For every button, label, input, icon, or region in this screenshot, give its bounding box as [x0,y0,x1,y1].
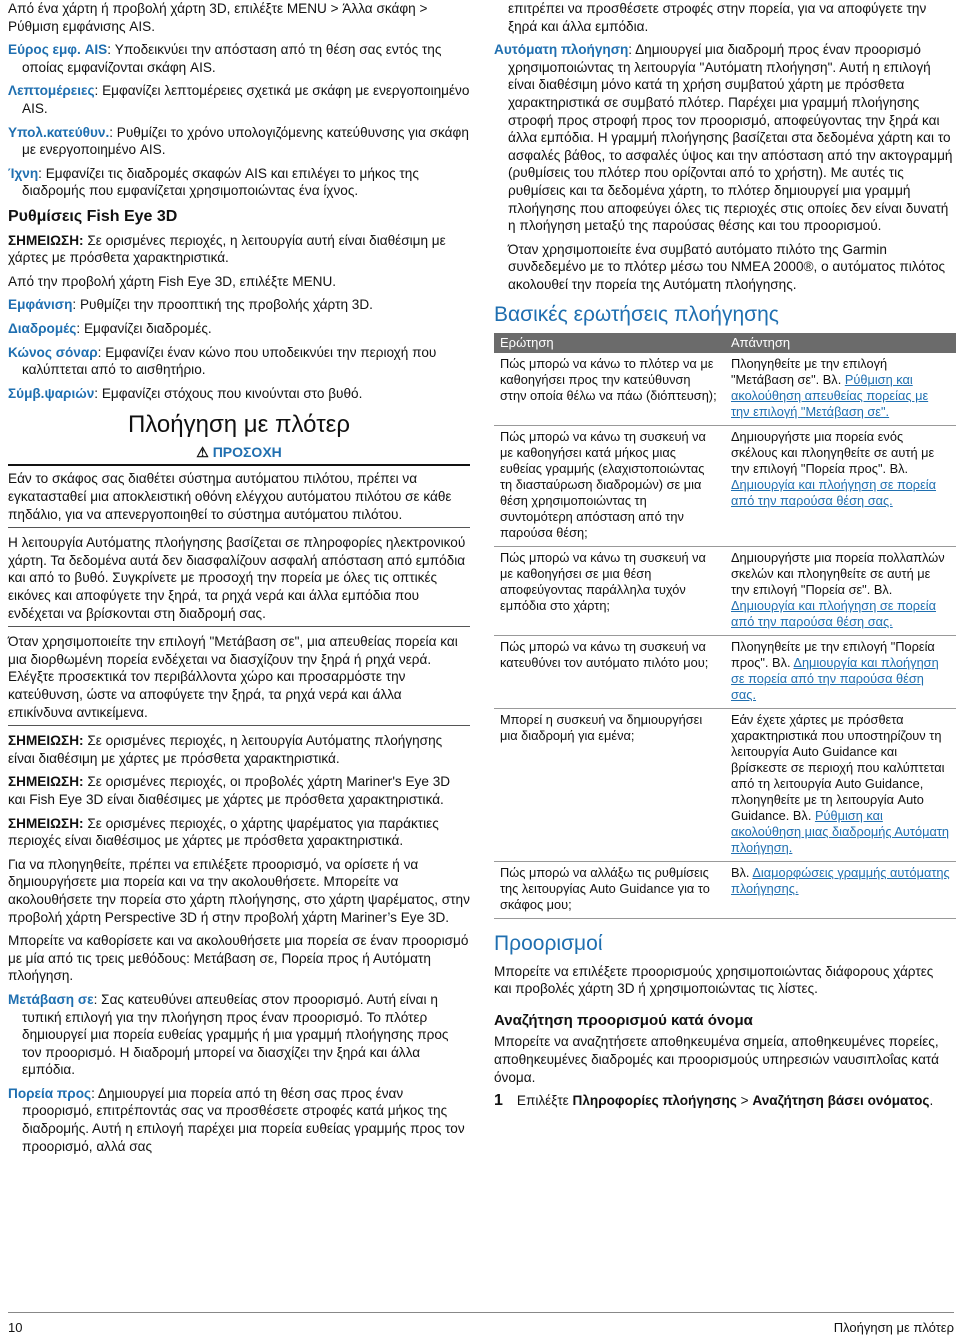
faq-row [494,353,956,426]
ais-text: : Υποδεικνύει την απόσταση από τη θέση σας εντός της οποίας εμφανίζονται σκάφη AIS. [22,42,442,75]
faq-answer-text: Εάν έχετε χάρτες με πρόσθετα χαρακτηριστικά που υποστηρίζουν τη λειτουργία Auto Guidance και βρίσκεστε σε περιοχή που καλύπτεται από τη λειτουργία Auto Guidance, πλοηγηθείτε με τη λειτουργία Auto Guidance. Βλ. [731,712,945,824]
fish-def [8,296,470,314]
faq-answer [725,353,956,426]
auto-guidance-def: Αυτόματη πλοήγηση: Δημιουργεί μια διαδρομή προς έναν προορισμό χρησιμοποιώντας τη λειτουργία "Αυτόματη πλοήγηση". Αυτή η επιλογή είναι διαθέσιμη μόνο κατά τη χρήση συμβατού χάρτη με πρόσθετα χαρακτηριστικά σε συμβατό πλότερ. Παρέχει μια γραμμή πλοήγησης στροφή προς στροφή προς τον προορισμό, αποφεύγοντας την ξηρά και άλλα εμπόδια. Η γραμμή πλοήγησης βασίζεται στα δεδομένα χάρτη και το ασφαλές βάθος, το ασφαλές ύψος και την απόσταση από την ακτογραμμή (ρυθμίσεις του πλότερ που ορίζονται από το χρήστη). Με αυτές τις ρυθμίσεις και τα δεδομένα χάρτη, το πλότερ δημιουργεί μια γραμμή πλοήγησης που αποφεύγει όλες τις περιοχές στις οποίες δεν είναι δυνατή η πλοήγηση μεταξύ της παρούσας θέσης και του προορισμού. [494,42,953,234]
right-column [494,0,954,1110]
faq-row [494,636,956,709]
faq-question: Πώς μπορώ να κάνω το πλότερ να με καθοηγήσει προς την κατεύθυνση στην οποία θέλω να πάω (διόπτευση); [494,353,725,426]
warning-icon: ⚠ [196,443,209,460]
nav-warning-para: Η λειτουργία Αυτόματης πλοήγησης βασίζεται σε πληροφορίες ηλεκτρονικού χάρτη. Τα δεδομένα αυτά δεν διασφαλίζουν ασφαλή απόσταση από εμπόδια και από το βυθό. Συγκρίνετε με προσοχή την πορεία με όλες τις οπτικές εικόνες και αποφύγετε την ξηρά, τα ρηχά νερά και άλλα εμπόδια που ενδέχεται να βρίσκονται στη διαδρομή σας. [8,534,470,627]
ais-intro: Από ένα χάρτη ή προβολή χάρτη 3D, επιλέξτε MENU > Άλλα σκάφη > Ρύθμιση εμφάνισης AIS. [8,1,428,34]
caution-header: ⚠ ΠΡΟΣΟΧΗ [8,444,470,467]
fish-term: Κώνος σόναρ [8,344,98,360]
faq-answer-link[interactable]: Ρύθμιση και ακολούθηση απευθείας πορείας με την επιλογή "Μετάβαση σε". [731,372,929,420]
goto-def: Μετάβαση σε: Σας κατευθύνει απευθείας στον προορισμό. Αυτή είναι η τυπική επιλογή για την πλοήγηση προς έναν προορισμό. Το πλότερ δημιουργεί μια πορεία ευθείας γραμμής ή μια γραμμή πλοήγησης προς τον προορισμό. Η διαδρομή μπορεί να διασχίζει την ξηρά και άλλα εμπόδια. [8,991,449,1078]
ais-text: : Ρυθμίζει το χρόνο υπολογιζόμενης κατεύθυνσης για σκάφη με ενεργοποιημένο AIS. [22,124,469,158]
ais-def [8,41,470,76]
fish-eye-note: ΣΗΜΕΙΩΣΗ: Σε ορισμένες περιοχές, η λειτουργία αυτή είναι διαθέσιμη με χάρτες με πρόσθετα χαρακτηριστικά. [8,232,446,266]
fish-term: Εμφάνιση [8,297,73,313]
ais-term: Ίχνη [8,165,39,181]
faq-answer-link[interactable]: Ρύθμιση και ακολούθηση μιας διαδρομής Αυτόματη πλοήγηση. [731,808,950,856]
faq-row [494,547,956,636]
faq-answer-text: Δημιουργήστε μια πορεία ενός σκέλους και πλοηγηθείτε σε αυτή με την επιλογή "Πορεία προς". Βλ. [731,429,935,477]
faq-header-question: Ερώτηση [494,333,725,353]
faq-answer [725,862,956,919]
faq-answer-link[interactable]: Δημιουργία και πλοήγηση σε πορεία από την παρούσα θέση σας. [731,655,939,703]
ais-term: Εύρος εμφ. AIS [8,42,108,58]
note-2: ΣΗΜΕΙΩΣΗ: Σε ορισμένες περιοχές, οι προβολές χάρτη Mariner's Eye 3D και Fish Eye 3D είναι διαθέσιμες με χάρτες με πρόσθετα χαρακτηριστικά. [8,774,451,807]
faq-answer [725,547,956,636]
faq-answer-link[interactable]: Δημιουργία και πλοήγηση σε πορεία από την παρούσα θέση σας. [731,477,937,509]
faq-row [494,862,956,919]
faq-question: Μπορεί η συσκευή να δημιουργήσει μια διαδρομή για εμένα; [494,709,725,862]
faq-heading: Βασικές ερωτήσεις πλοήγησης [494,302,779,326]
fish-term: Σύμβ.ψαριών [8,385,95,401]
route-def: Πορεία προς: Δημιουργεί μια πορεία από τη θέση σας προς έναν προορισμό, επιτρέποντάς σας να προσθέσετε στροφές κατά μήκος της διαδρομής. Αυτή η επιλογή παρέχει μια πορεία ευθείας γραμμής προς τον προορισμό, αλλά σας [8,1085,465,1154]
faq-row [494,709,956,862]
chapter-title: Πλοήγηση με πλότερ [127,411,351,439]
page-footer [8,1312,954,1337]
ais-def [8,165,470,200]
destinations-para: Μπορείτε να επιλέξετε προορισμούς χρησιμοποιώντας διάφορους χάρτες και προβολές χάρτη 3D ή χρησιμοποιώντας τις λίστες. [494,963,934,997]
step-number: 1 [494,1092,503,1110]
methods-para: Μπορείτε να καθορίσετε και να ακολουθήσετε μια πορεία σε έναν προορισμό με μία από τις τρεις μεθόδους: Μετάβαση σε, Πορεία προς ή Αυτόματη πλοήγηση. [8,933,469,984]
faq-question: Πώς μπορώ να κάνω τη συσκευή να με καθοηγήσει κατά μήκος μιας ευθείας γραμμής (ελαχιστοποιώντας τη διασταύρωση διαδρομών) σε μια θέση χρησιμοποιώντας τη συντομότερη απόσταση από την παρούσα θέση; [494,426,725,547]
faq-answer-link[interactable]: Διαμορφώσεις γραμμής αυτόματης πλοήγησης. [731,865,950,897]
note-3: ΣΗΜΕΙΩΣΗ: Σε ορισμένες περιοχές, ο χάρτης ψαρέματος για παράκτιες περιοχές είναι διαθέσιμος με χάρτες με πρόσθετα χαρακτηριστικά. [8,815,439,849]
faq-answer-text: Πλοηγηθείτε με την επιλογή "Μετάβαση σε". Βλ. [731,356,888,388]
fish-text: : Εμφανίζει στόχους που κινούνται στο βυθό. [94,385,363,401]
ais-text: : Εμφανίζει λεπτομέρειες σχετικά με σκάφη με ενεργοποιημένο AIS. [22,83,470,116]
ais-term: Λεπτομέρειες [8,83,95,99]
fish-text: : Εμφανίζει έναν κώνο που υποδεικνύει την περιοχή που καλύπτεται από το αισθητήριο. [22,344,437,378]
caution-body: Εάν το σκάφος σας διαθέτει σύστημα αυτόματου πιλότου, πρέπει να εγκατασταθεί μια αποκλειστική οθόνη ελέγχου αυτόματου πιλότου σε κάθε πηδάλιο, για να απενεργοποιηθεί το σύστημα αυτόματου πιλότου. [8,470,470,528]
faq-answer [725,709,956,862]
goto-warning-para: Όταν χρησιμοποιείτε την επιλογή "Μετάβαση σε", μια απευθείας πορεία και μια διορθωμένη πορεία ενδέχεται να διασχίζουν την ξηρά ή ρηχά νερά. Ελέγξτε προσεκτικά τον περιβάλλοντα χώρο και προσαρμόστε την κατεύθυνση, ώστε να αποφύγετε την ξηρά, τα ρηχά νερά και άλλα επικίνδυνα αντικείμενα. [8,633,470,726]
garmin-autopilot-para: Όταν χρησιμοποιείτε ένα συμβατό αυτόματο πιλότο της Garmin συνδεδεμένο με το πλότερ μέσω του NMEA 2000®, ο αυτόματος πιλότος ακολουθεί την πορεία της Αυτόματη πλοήγησης. [508,241,946,292]
faq-answer [725,636,956,709]
nav-para: Για να πλοηγηθείτε, πρέπει να επιλέξετε προορισμό, να ορίσετε ή να δημιουργήσετε μια πορεία και να την ακολουθήσετε. Μπορείτε να ακολουθήσετε την πορεία στο χάρτη πλοήγησης, στο χάρτη ψαρέματος, στην προβολή χάρτη Perspective 3D ή στην προβολή χάρτη Mariner’s Eye 3D. [8,856,470,925]
fish-eye-heading: Ρυθμίσεις Fish Eye 3D [8,207,178,225]
faq-table [494,333,956,919]
faq-question: Πώς μπορώ να αλλάξω τις ρυθμίσεις της λειτουργίας Auto Guidance για το σκάφος μου; [494,862,725,919]
note-1: ΣΗΜΕΙΩΣΗ: Σε ορισμένες περιοχές, η λειτουργία Αυτόματης πλοήγησης είναι διαθέσιμη με χάρτες με πρόσθετα χαρακτηριστικά. [8,733,443,766]
ais-def [8,124,470,159]
faq-answer-link[interactable]: Δημιουργία και πλοήγηση σε πορεία από την παρούσα θέση σας. [731,598,937,630]
faq-answer-text: Δημιουργήστε μια πορεία πολλαπλών σκελών και πλοηγηθείτε σε αυτή με την επιλογή "Πορεία σε". Βλ. [731,550,945,598]
faq-question: Πώς μπορώ να κάνω τη συσκευή να με καθοηγήσει σε μια θέση αποφεύγοντας παράλληλα τυχόν εμπόδια στο χάρτη; [494,547,725,636]
ais-def [8,82,470,117]
faq-answer [725,426,956,547]
faq-answer-text: Πλοηγηθείτε με την επιλογή "Πορεία προς". Βλ. [731,639,935,671]
ais-text: : Εμφανίζει τις διαδρομές σκαφών AIS και επιλέγει το μήκος της διαδρομής που εμφανίζεται χρησιμοποιώντας ένα ίχνος. [22,165,419,199]
fish-eye-intro: Από την προβολή χάρτη Fish Eye 3D, επιλέξτε MENU. [8,273,337,289]
page-number: 10 [8,1320,23,1335]
fish-term: Διαδρομές [8,320,77,336]
ais-term: Υπολ.κατεύθυν. [8,124,110,140]
step-text: Επιλέξτε Πληροφορίες πλοήγησης > Αναζήτηση βάσει ονόματος. [516,1093,934,1109]
fish-text: : Ρυθμίζει την προοπτική της προβολής χάρτη 3D. [72,297,373,313]
fish-def [8,344,470,379]
faq-question: Πώς μπορώ να κάνω τη συσκευή να κατευθύνει τον αυτόματο πιλότο μου; [494,636,725,709]
faq-answer-text: Βλ. [731,865,753,881]
step-1 [494,1092,954,1110]
route-continuation: επιτρέπει να προσθέσετε στροφές στην πορεία, για να αποφύγετε την ξηρά και άλλα εμπόδια. [508,1,927,34]
fish-def [8,385,470,403]
footer-chapter: Πλοήγηση με πλότερ [833,1320,954,1335]
faq-row [494,426,956,547]
destinations-heading: Προορισμοί [494,932,603,956]
search-heading: Αναζήτηση προορισμού κατά όνομα [494,1011,753,1029]
left-column [8,0,470,1161]
fish-text: : Εμφανίζει διαδρομές. [76,320,212,336]
faq-header-answer: Απάντηση [725,333,956,353]
search-para: Μπορείτε να αναζητήσετε αποθηκευμένα σημεία, αποθηκευμένες πορείες, αποθηκευμένες διαδρομές και προορισμούς υπηρεσιών ναυσιπλοΐας κατά όνομα. [494,1034,939,1085]
fish-def [8,320,470,338]
